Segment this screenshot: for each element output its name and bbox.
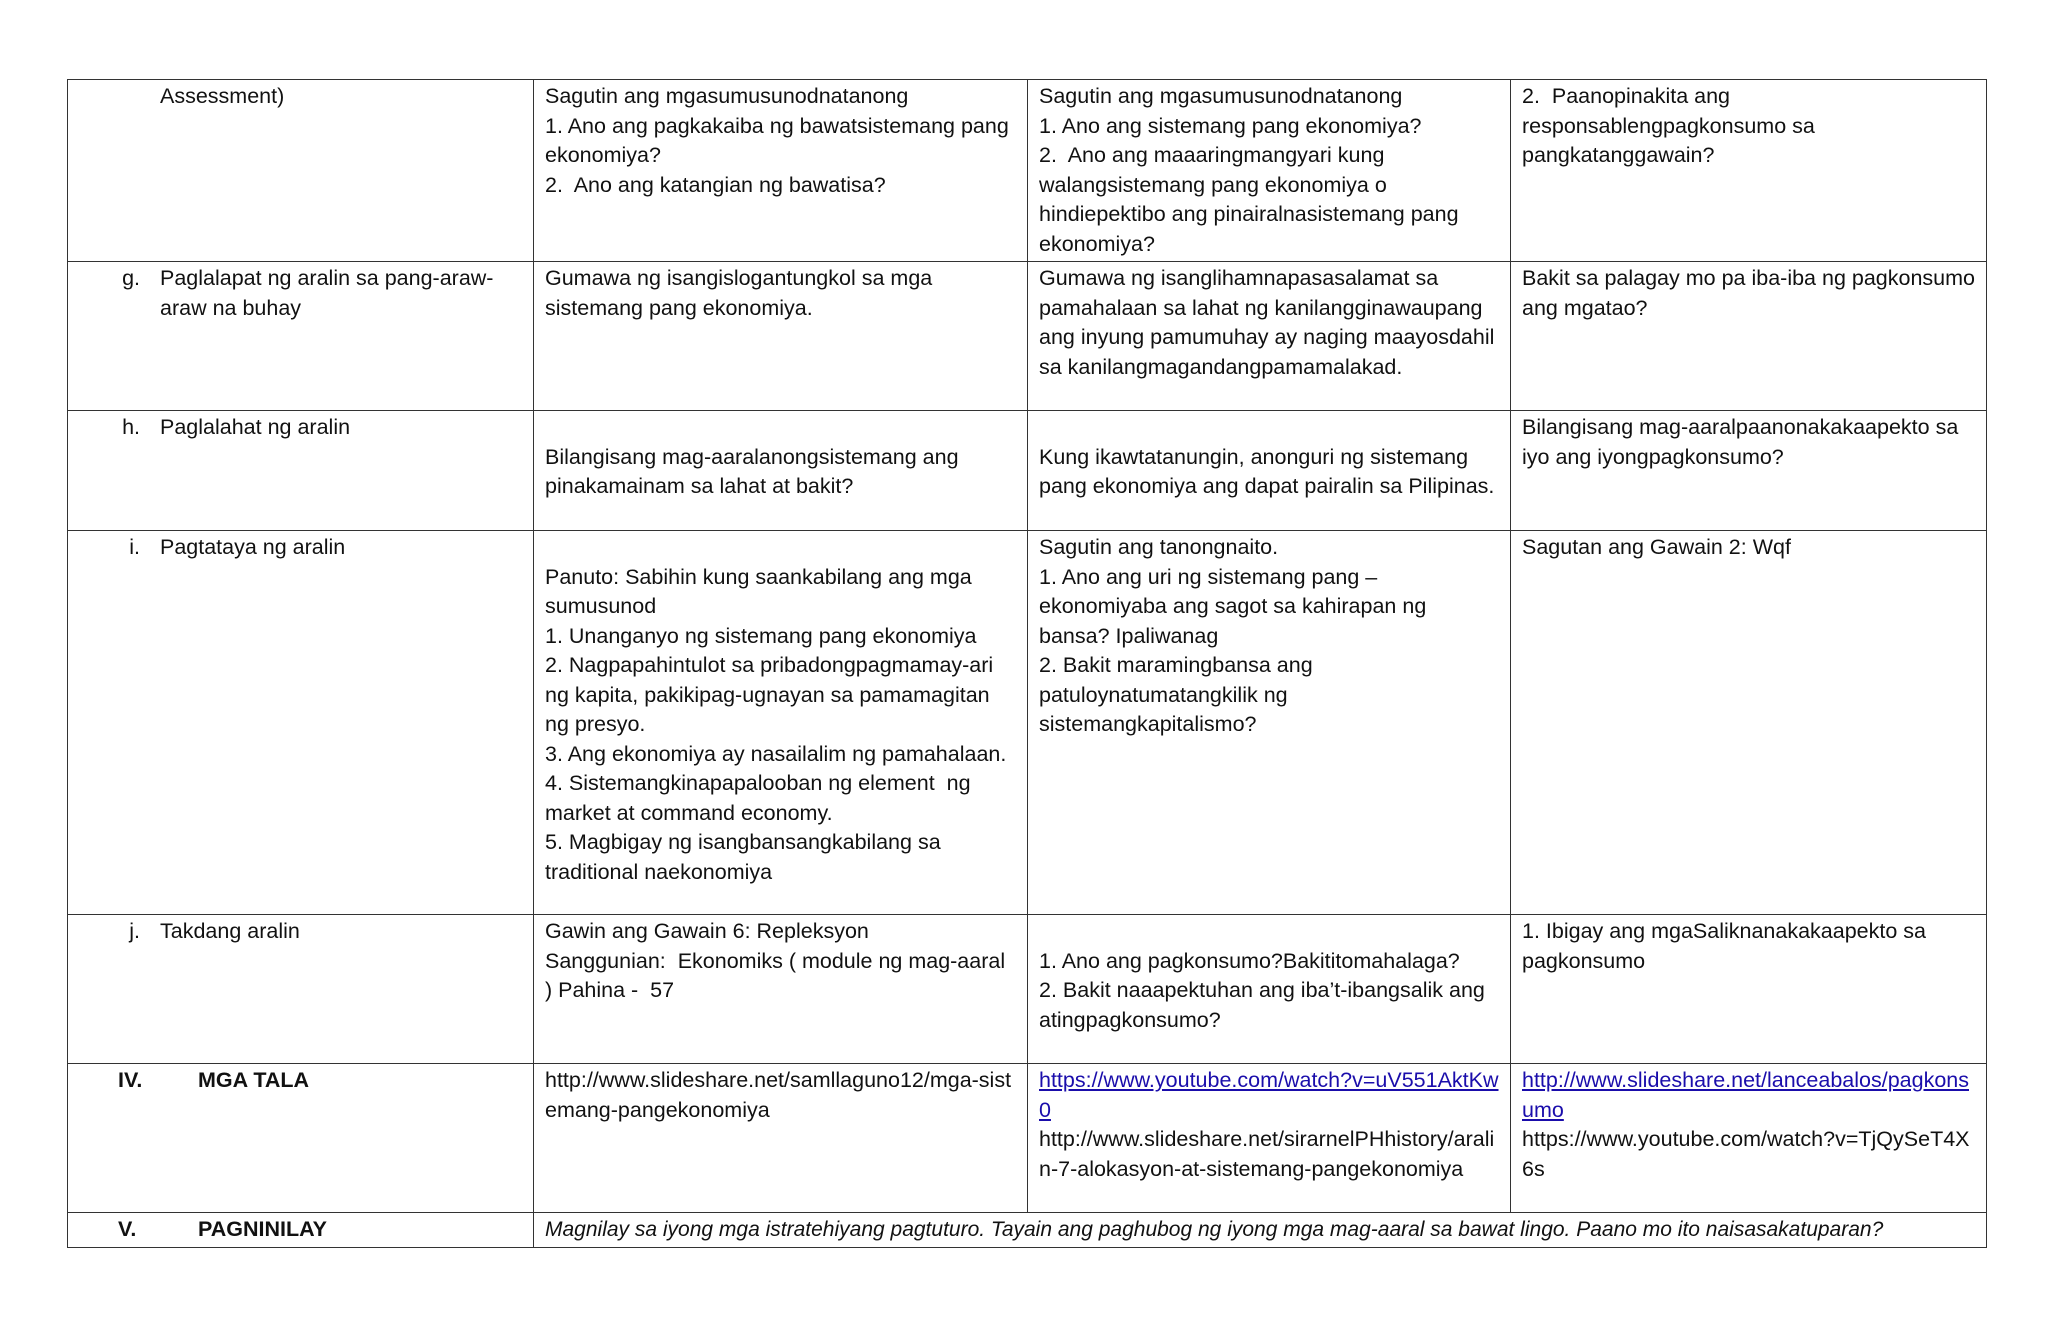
table-row xyxy=(68,1064,1987,1213)
row-label-cell xyxy=(68,80,534,262)
cell-line: 1. Ano ang pagkakaiba ng bawatsistemang pang ekonomiya? xyxy=(545,113,1015,167)
cell xyxy=(534,915,1028,1064)
row-label: MGA TALA xyxy=(198,1068,310,1092)
row-label: Takdang aralin xyxy=(160,919,300,943)
cell-line: 1. Ano ang uri ng sistemang pang – ekonomiyaba ang sagot sa kahirapan ng bansa? Ipaliwanag xyxy=(1039,564,1433,648)
row-marker: g. xyxy=(122,266,140,290)
table-row xyxy=(68,80,1987,262)
table-row xyxy=(68,262,1987,411)
cell-line: 1. Ano ang pagkonsumo?Bakititomahalaga? xyxy=(1039,948,1460,973)
table-row xyxy=(68,915,1987,1064)
cell-line: Sanggunian: Ekonomiks ( module ng mag-aaral ) Pahina - 57 xyxy=(545,948,1012,1002)
table-row xyxy=(68,1213,1987,1248)
cell xyxy=(534,411,1028,531)
cell-text: Gumawa ng isangislogantungkol sa mga sistemang pang ekonomiya. xyxy=(545,266,939,320)
cell xyxy=(1511,1064,1987,1213)
cell xyxy=(1511,411,1987,531)
cell xyxy=(1028,80,1511,262)
cell xyxy=(1511,80,1987,262)
cell xyxy=(1028,915,1511,1064)
table-row xyxy=(68,531,1987,915)
cell-text: 1. Ibigay ang mgaSaliknanakakaapekto sa pagkonsumo xyxy=(1522,919,1932,973)
cell xyxy=(534,531,1028,915)
cell-line: 5. Magbigay ng isangbansangkabilang sa traditional naekonomiya xyxy=(545,830,947,884)
row-label-cell xyxy=(68,531,534,915)
row-label: PAGNINILAY xyxy=(198,1217,328,1241)
row-label-cell xyxy=(68,1213,534,1248)
cell-line: Sagutin ang mgasumusunodnatanong xyxy=(1039,84,1403,108)
cell-text: Gumawa ng isanglihamnapasasalamat sa pamahalaan sa lahat ng kanilangginawaupang ang inyung pamumuhay ay naging maayosdahil sa kanilangmagandangpamamalakad. xyxy=(1039,266,1501,379)
cell xyxy=(1511,262,1987,411)
cell xyxy=(1028,531,1511,915)
cell xyxy=(1028,411,1511,531)
row-label: Paglalapat ng aralin sa pang-araw-araw na buhay xyxy=(160,266,494,320)
cell-line: 2. Ano ang katangian ng bawatisa? xyxy=(545,172,886,197)
cell-line: 2. Paanopinakita ang responsablengpagkonsumo sa pangkatanggawain? xyxy=(1522,84,1821,167)
cell-text: Magnilay sa iyong mga istratehiyang pagtuturo. Tayain ang paghubog ng iyong mga mag-aaral sa bawat lingo. Paano mo ito naisasakatuparan? xyxy=(545,1218,1884,1241)
cell-text: Bilangisang mag-aaralpaanonakakaapekto sa iyo ang iyongpagkonsumo? xyxy=(1522,415,1965,469)
cell-line: Sagutin ang tanongnaito. xyxy=(1039,535,1279,559)
slideshare-link[interactable]: http://www.slideshare.net/lanceabalos/pagkonsumo xyxy=(1522,1068,1969,1122)
row-label-cell xyxy=(68,1064,534,1213)
cell xyxy=(1511,915,1987,1064)
cell-text: Kung ikawtatanungin, anonguri ng sistemang pang ekonomiya ang dapat pairalin sa Pilipinas. xyxy=(1039,444,1495,498)
row-marker: IV. xyxy=(118,1068,143,1092)
cell-line: 2. Bakit naaapektuhan ang iba’t-ibangsalik ang atingpagkonsumo? xyxy=(1039,978,1491,1032)
cell-line: Gawin ang Gawain 6: Repleksyon xyxy=(545,919,869,943)
cell xyxy=(1511,531,1987,915)
cell-line: 3. Ang ekonomiya ay nasailalim ng pamahalaan. xyxy=(545,741,1007,766)
cell xyxy=(534,1064,1028,1213)
cell xyxy=(534,262,1028,411)
row-marker: h. xyxy=(122,415,140,439)
row-marker: V. xyxy=(118,1217,137,1241)
cell-line: 2. Ano ang maaaringmangyari kung walangsistemang pang ekonomiya o hindiepektibo ang pinairalnasistemang pang ekonomiya? xyxy=(1039,143,1465,256)
cell-text: https://www.youtube.com/watch?v=TjQySeT4X6s xyxy=(1522,1127,1970,1181)
row-label-cell xyxy=(68,915,534,1064)
cell-line: Panuto: Sabihin kung saankabilang ang mga sumusunod xyxy=(545,564,978,618)
cell xyxy=(534,80,1028,262)
row-label: Paglalahat ng aralin xyxy=(160,415,351,439)
cell xyxy=(1028,262,1511,411)
cell-text: Sagutan ang Gawain 2: Wqf xyxy=(1522,535,1791,559)
row-label: Assessment) xyxy=(160,84,285,108)
cell-text: Bakit sa palagay mo pa iba-iba ng pagkonsumo ang mgatao? xyxy=(1522,266,1981,320)
lesson-plan-table xyxy=(67,79,1987,1248)
cell-line: Sagutin ang mgasumusunodnatanong xyxy=(545,84,909,108)
table-row xyxy=(68,411,1987,531)
cell-line: 2. Bakit maramingbansa ang patuloynatumatangkilik ng sistemangkapitalismo? xyxy=(1039,653,1319,736)
cell-line: 1. Ano ang sistemang pang ekonomiya? xyxy=(1039,113,1422,138)
cell-text: http://www.slideshare.net/samllaguno12/mga-sistemang-pangekonomiya xyxy=(545,1068,1012,1122)
cell xyxy=(1028,1064,1511,1213)
cell-text: http://www.slideshare.net/sirarnelPHhistory/aralin-7-alokasyon-at-sistemang-pangekonomiya xyxy=(1039,1127,1495,1181)
row-marker: j. xyxy=(129,919,140,943)
reflection-cell xyxy=(534,1213,1987,1248)
cell-line: 2. Nagpapahintulot sa pribadongpagmamay-ari ng kapita, pakikipag-ugnayan sa pamamagitan ng presyo. xyxy=(545,653,1000,736)
cell-text: Bilangisang mag-aaralanongsistemang ang pinakamainam sa lahat at bakit? xyxy=(545,444,965,498)
cell-line: 1. Unanganyo ng sistemang pang ekonomiya xyxy=(545,623,977,648)
cell-line: 4. Sistemangkinapapalooban ng element ng market at command economy. xyxy=(545,771,977,825)
row-label-cell xyxy=(68,262,534,411)
row-label: Pagtataya ng aralin xyxy=(160,535,346,559)
row-label-cell xyxy=(68,411,534,531)
row-marker: i. xyxy=(129,535,140,559)
youtube-link[interactable]: https://www.youtube.com/watch?v=uV551AktKw0 xyxy=(1039,1068,1499,1122)
